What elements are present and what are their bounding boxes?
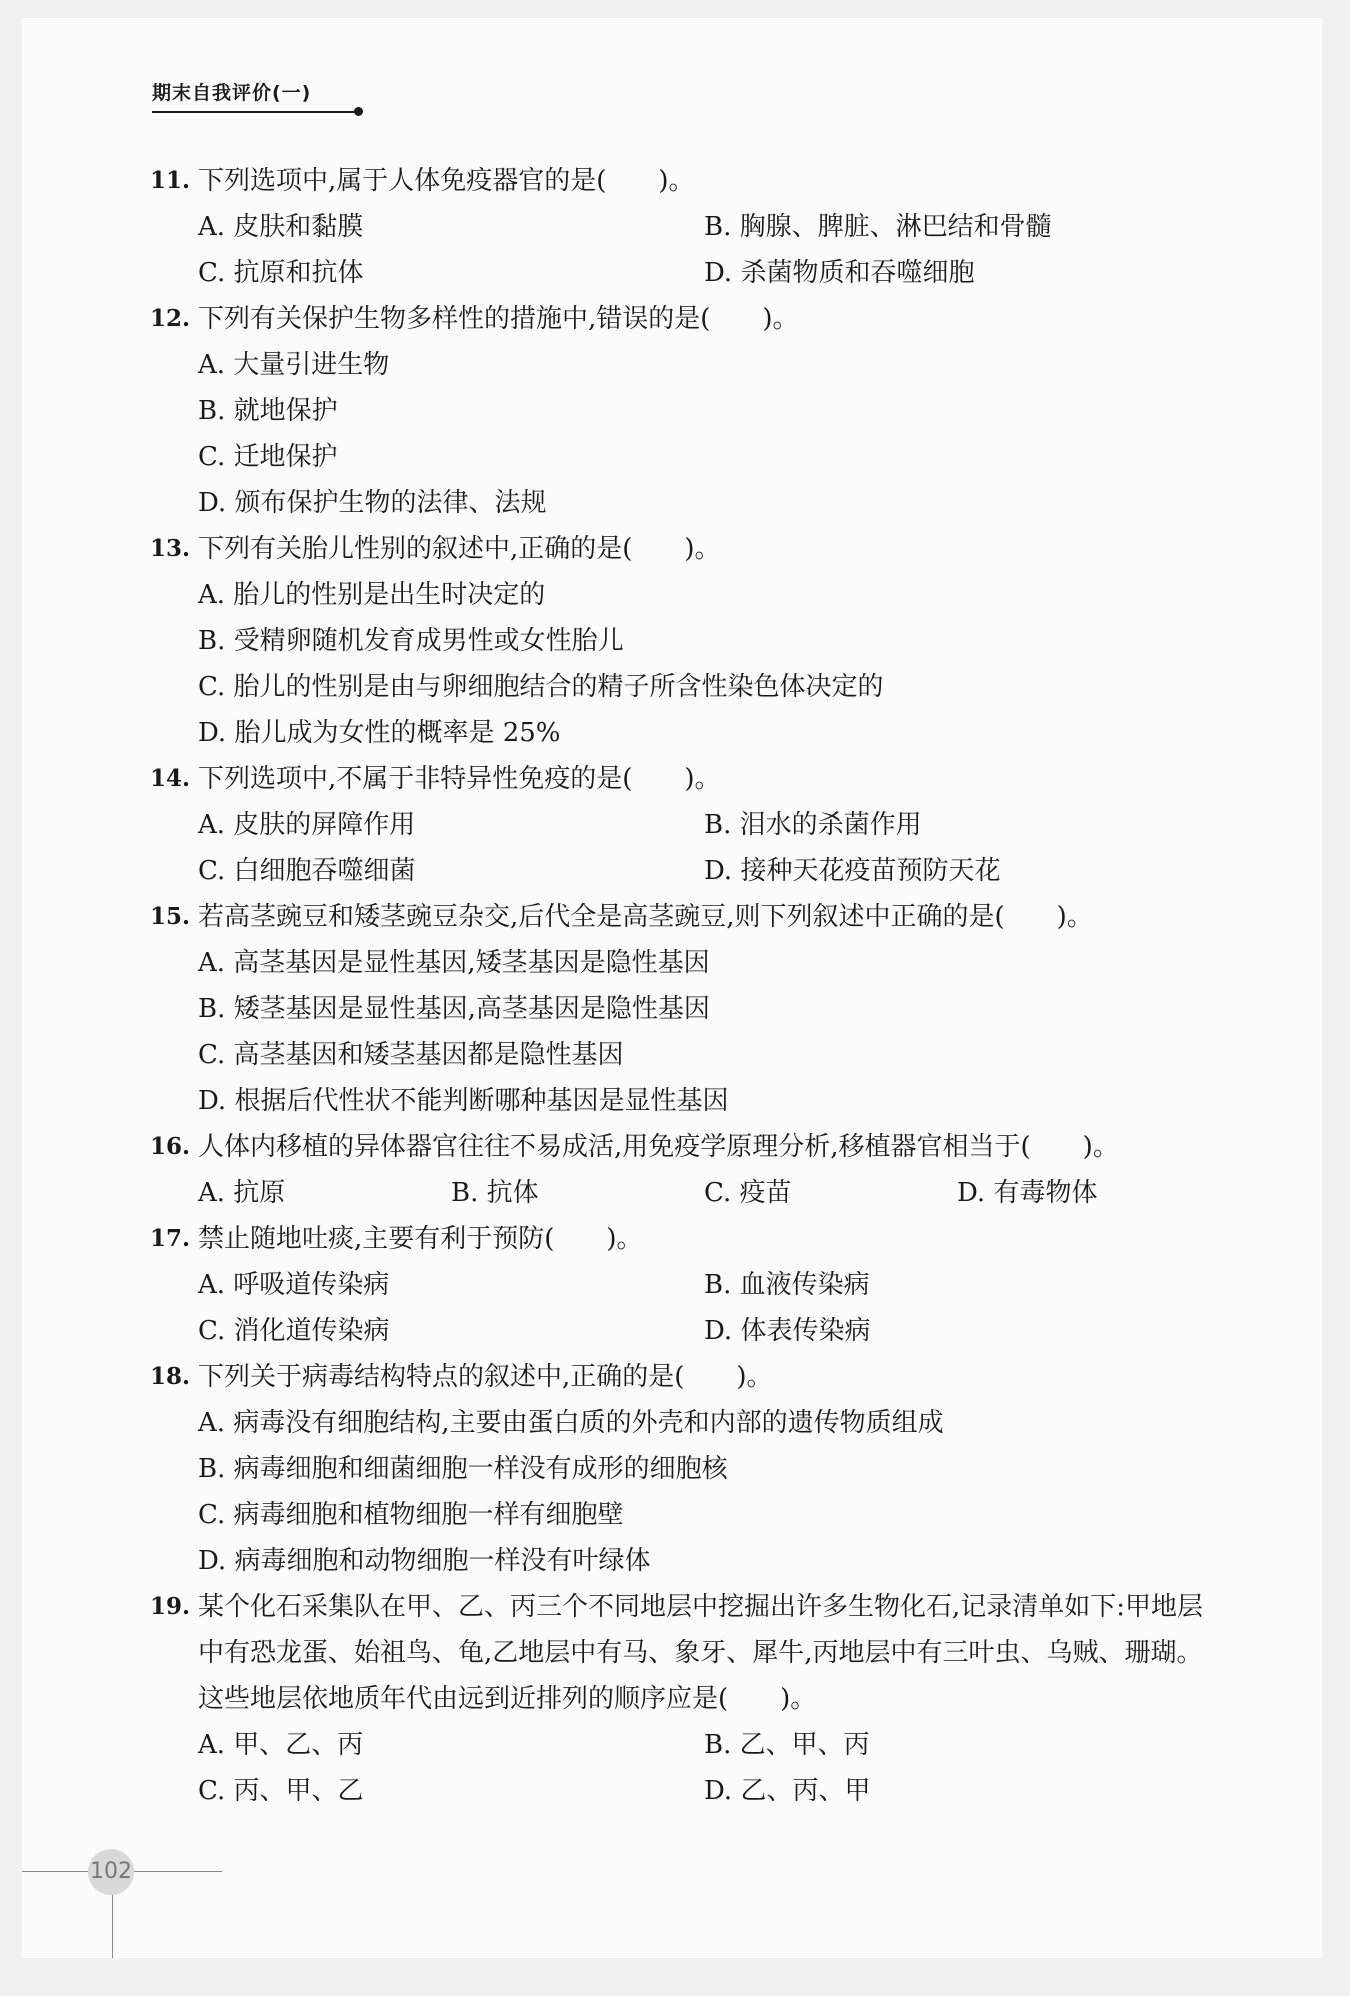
question-stem: [150, 296, 1210, 342]
question-text: 人体内移植的异体器官往往不易成活,用免疫学原理分析,移植器官相当于( )。: [198, 1132, 1119, 1162]
question-number: 16.: [150, 1133, 191, 1160]
header-rule-dot: [354, 107, 363, 116]
question-number: 19.: [150, 1593, 191, 1620]
option-a: A. 呼吸道传染病: [198, 1270, 390, 1300]
option-d: D. 杀菌物质和吞噬细胞: [704, 258, 975, 288]
question-text: 下列关于病毒结构特点的叙述中,正确的是( )。: [198, 1362, 773, 1392]
header-rule: [152, 111, 357, 113]
option-list: [150, 1722, 1210, 1814]
section-title: 期末自我评价(一): [152, 82, 312, 104]
question-text: 下列选项中,不属于非特异性免疫的是( )。: [198, 764, 721, 794]
option-d: D. 颁布保护生物的法律、法规: [198, 488, 547, 518]
question-stem: [150, 1216, 1210, 1262]
option-list: [150, 342, 1210, 526]
question-number: 12.: [150, 305, 191, 332]
question-text: 某个化石采集队在甲、乙、丙三个不同地层中挖掘出许多生物化石,记录清单如下:甲地层中有恐龙蛋、始祖鸟、龟,乙地层中有马、象牙、犀牛,丙地层中有三叶虫、乌贼、珊瑚。这些地层依地质年代由远到近排列的顺序应是( )。: [198, 1592, 1204, 1714]
option-list: [150, 204, 1210, 296]
option-list: [150, 802, 1210, 894]
option-c: C. 抗原和抗体: [198, 258, 364, 288]
question-12: [150, 296, 1210, 526]
question-text: 下列有关胎儿性别的叙述中,正确的是( )。: [198, 534, 721, 564]
question-number: 18.: [150, 1363, 191, 1390]
option-c: C. 丙、甲、乙: [198, 1776, 364, 1806]
question-text: 若高茎豌豆和矮茎豌豆杂交,后代全是高茎豌豆,则下列叙述中正确的是( )。: [198, 902, 1093, 932]
option-list: [150, 1262, 1210, 1354]
question-14: [150, 756, 1210, 894]
option-c: C. 病毒细胞和植物细胞一样有细胞壁: [198, 1500, 624, 1530]
question-stem: [150, 1584, 1210, 1722]
question-16: [150, 1124, 1210, 1216]
question-number: 13.: [150, 535, 191, 562]
option-a: A. 大量引进生物: [198, 350, 390, 380]
question-stem: [150, 756, 1210, 802]
option-d: D. 根据后代性状不能判断哪种基因是显性基因: [198, 1086, 729, 1116]
question-stem: [150, 894, 1210, 940]
question-stem: [150, 158, 1210, 204]
question-17: [150, 1216, 1210, 1354]
option-b: B. 就地保护: [198, 396, 338, 426]
option-c: C. 白细胞吞噬细菌: [198, 856, 416, 886]
option-d: D. 病毒细胞和动物细胞一样没有叶绿体: [198, 1546, 651, 1576]
question-stem: [150, 1354, 1210, 1400]
option-a: A. 病毒没有细胞结构,主要由蛋白质的外壳和内部的遗传物质组成: [198, 1408, 944, 1438]
option-a: A. 甲、乙、丙: [198, 1730, 364, 1760]
option-c: C. 消化道传染病: [198, 1316, 390, 1346]
question-stem: [150, 1124, 1210, 1170]
question-text: 下列选项中,属于人体免疫器官的是( )。: [198, 166, 695, 196]
option-c: C. 高茎基因和矮茎基因都是隐性基因: [198, 1040, 624, 1070]
question-13: [150, 526, 1210, 756]
option-a: A. 高茎基因是显性基因,矮茎基因是隐性基因: [198, 948, 710, 978]
page-number: 102: [88, 1849, 134, 1895]
question-list: [150, 158, 1210, 1814]
question-text: 禁止随地吐痰,主要有利于预防( )。: [198, 1224, 643, 1254]
option-b: B. 泪水的杀菌作用: [704, 810, 922, 840]
question-number: 17.: [150, 1225, 191, 1252]
option-list: [150, 572, 1210, 756]
option-b: B. 血液传染病: [704, 1270, 870, 1300]
option-c: C. 胎儿的性别是由与卵细胞结合的精子所含性染色体决定的: [198, 672, 884, 702]
question-text: 下列有关保护生物多样性的措施中,错误的是( )。: [198, 304, 799, 334]
option-a: A. 胎儿的性别是出生时决定的: [198, 580, 546, 610]
option-d: D. 胎儿成为女性的概率是 25%: [198, 718, 561, 748]
question-stem: [150, 526, 1210, 572]
question-11: [150, 158, 1210, 296]
question-18: [150, 1354, 1210, 1584]
question-19: [150, 1584, 1210, 1814]
option-a: A. 抗原: [198, 1178, 286, 1208]
option-d: D. 乙、丙、甲: [704, 1776, 871, 1806]
option-list: [150, 1170, 1210, 1216]
question-15: [150, 894, 1210, 1124]
question-number: 15.: [150, 903, 191, 930]
option-c: C. 迁地保护: [198, 442, 338, 472]
option-b: B. 受精卵随机发育成男性或女性胎儿: [198, 626, 624, 656]
question-number: 14.: [150, 765, 191, 792]
question-number: 11.: [150, 167, 191, 194]
option-b: B. 病毒细胞和细菌细胞一样没有成形的细胞核: [198, 1454, 728, 1484]
option-b: B. 矮茎基因是显性基因,高茎基因是隐性基因: [198, 994, 710, 1024]
option-list: [150, 1400, 1210, 1584]
option-c: C. 疫苗: [704, 1178, 792, 1208]
option-d: D. 接种天花疫苗预防天花: [704, 856, 1001, 886]
option-d: D. 体表传染病: [704, 1316, 871, 1346]
option-a: A. 皮肤的屏障作用: [198, 810, 416, 840]
option-list: [150, 940, 1210, 1124]
option-a: A. 皮肤和黏膜: [198, 212, 364, 242]
textbook-page: [22, 18, 1322, 1958]
option-b: B. 乙、甲、丙: [704, 1730, 870, 1760]
option-b: B. 抗体: [451, 1178, 539, 1208]
option-b: B. 胸腺、脾脏、淋巴结和骨髓: [704, 212, 1052, 242]
option-d: D. 有毒物体: [957, 1178, 1098, 1208]
